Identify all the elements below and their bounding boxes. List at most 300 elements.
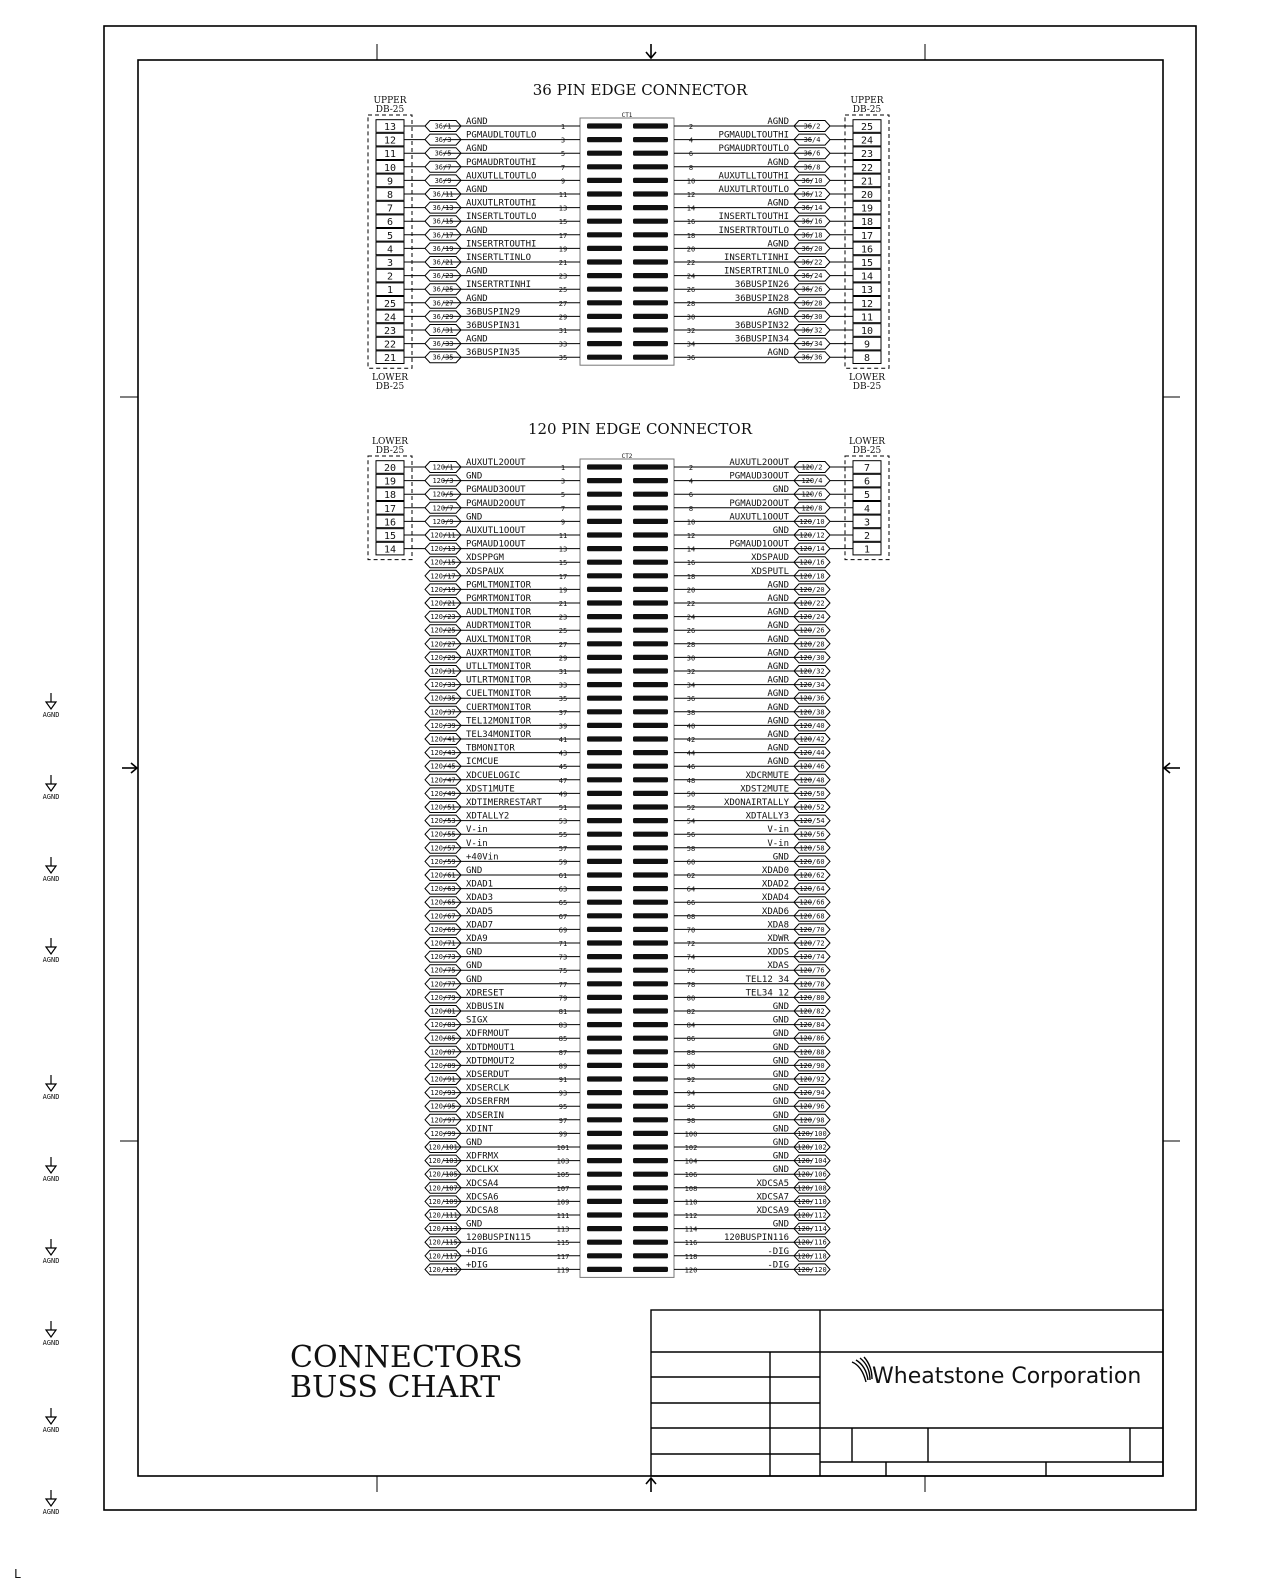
ground-symbols	[43, 693, 60, 1516]
connector36-pin-left: 31	[558, 327, 568, 335]
connector120-signal-right: TEL34_12	[745, 988, 789, 999]
connector36-net-right: 36/2	[803, 122, 821, 131]
connector120-pin-left: 33	[558, 681, 568, 690]
connector120-pin-left: 21	[558, 600, 568, 608]
connector120-pin-right: 82	[686, 1008, 696, 1016]
connector120-signal-left: PGMAUD2OOUT	[466, 498, 526, 509]
connector120-finger-right	[633, 1036, 668, 1041]
connector120-net-right: 120/42	[799, 735, 825, 744]
connector120-net-right: 120/4	[801, 477, 823, 486]
connector120-finger-left	[587, 1117, 622, 1122]
connector120-signal-right: XDST2MUTE	[740, 784, 789, 795]
ground-label: AGND	[42, 1257, 60, 1265]
connector36-db25-left-pin: 1	[386, 285, 394, 297]
connector120-finger-right	[633, 859, 668, 864]
connector120-signal-left: AUXLTMONITOR	[466, 634, 532, 645]
connector120-net-left: 120/9	[432, 517, 454, 526]
connector120-finger-left	[587, 709, 622, 714]
connector120-signal-right: AGND	[767, 580, 789, 591]
connector120-signal-left: XDTDMOUT1	[466, 1042, 515, 1053]
connector120-signal-left: TEL12MONITOR	[466, 716, 532, 727]
connector120-db25-right-pin: 4	[863, 503, 871, 515]
connector120-signal-left: GND	[466, 512, 483, 523]
connector120-pin-left: 7	[560, 504, 566, 513]
connector36-finger-right	[633, 219, 668, 224]
connector120-pin-left: 79	[558, 994, 568, 1003]
connector120-signal-right: AUXUTL1OOUT	[729, 512, 789, 523]
connector120-pin-left: 15	[558, 559, 568, 568]
connector120-net-left: 120/57	[430, 844, 456, 853]
connector120-signal-right: -DIG	[767, 1246, 789, 1257]
connector36-pin-right: 36	[686, 354, 696, 363]
ground-symbol	[43, 1490, 60, 1516]
connector120-pin-right: 18	[686, 572, 696, 581]
connector120-pin-right: 98	[686, 1116, 696, 1125]
connector120-signal-left: XDSERCLK	[466, 1083, 510, 1094]
connector120-signal-left: XDSERDUT	[466, 1070, 510, 1080]
connector120-signal-right: GND	[772, 1138, 789, 1148]
connector120-finger-left	[587, 1158, 622, 1163]
connector120-pin-left: 53	[558, 817, 568, 826]
connector120-net-left: 120/23	[430, 613, 456, 622]
connector120-pin-right: 8	[688, 504, 694, 513]
connector120-pin-right: 84	[686, 1021, 696, 1030]
connector120-finger-left	[587, 791, 622, 796]
connector120-net-right: 120/74	[799, 953, 825, 962]
connector120-signal-right: XDSPUTL	[751, 566, 789, 577]
connector120-net-left: 120/3	[432, 477, 454, 486]
connector120-net-right: 120/108	[797, 1184, 827, 1193]
connector36-signal-right: 36BUSPIN28	[734, 293, 789, 304]
ground-triangle	[46, 1417, 56, 1424]
connector36-pin-right: 26	[686, 286, 696, 295]
connector120-net-right: 120/68	[799, 912, 825, 921]
connector120-signal-left: PGMRTMONITOR	[466, 594, 532, 604]
connector120-pin-left: 49	[558, 790, 568, 799]
connector120-pin-right: 24	[686, 613, 696, 622]
connector120-signal-left: CUERTMONITOR	[466, 702, 532, 713]
connector120-db25-left-pin: 20	[383, 463, 397, 474]
connector120-net-right: 120/8	[801, 504, 823, 513]
ground-label: AGND	[42, 1175, 60, 1183]
connector36-signal-left: AUXUTLLTOUTLO	[466, 171, 537, 182]
connector120-signal-right: GND	[772, 1165, 789, 1176]
connector36-signal-right: PGMAUDRTOUTLO	[718, 144, 789, 155]
connector36-finger-left	[587, 287, 622, 292]
connector36-db25-left-pin: 24	[383, 312, 397, 324]
connector120-net-right: 120/34	[799, 681, 825, 690]
connector36-finger-left	[587, 151, 622, 156]
ground-label: AGND	[42, 1508, 60, 1516]
company-logo	[852, 1357, 872, 1382]
connector36-pin-left: 27	[558, 299, 568, 308]
connector120-signal-left: TBMONITOR	[466, 743, 515, 754]
center-arrow-bottom	[646, 1478, 656, 1492]
connector120-finger-right	[633, 655, 668, 660]
connector120-net-right: 120/82	[799, 1007, 825, 1016]
connector36-signal-right: INSERTRTINLO	[723, 266, 789, 277]
connector120-net-left: 120/111	[428, 1211, 458, 1220]
connector120-net-left: 120/75	[430, 966, 456, 975]
ground-triangle	[46, 784, 56, 791]
connector36-pin-left: 11	[558, 191, 568, 199]
connector120-net-left: 120/53	[430, 817, 456, 826]
connector120-net-left: 120/25	[430, 626, 456, 635]
connector120-net-left: 120/81	[430, 1007, 456, 1016]
connector120-title: 120 PIN EDGE CONNECTOR	[527, 420, 753, 438]
connector120-finger-right	[633, 1267, 668, 1272]
connector120-finger-right	[633, 1185, 668, 1190]
connector120-net-left: 120/119	[428, 1265, 458, 1274]
connector120-net-left: 120/93	[430, 1089, 456, 1098]
connector120-db25-right-pin: 5	[863, 490, 871, 502]
connector120-finger-right	[633, 1131, 668, 1136]
connector36-finger-left	[587, 259, 622, 264]
connector120-db25-left-top-label2: DB-25	[375, 446, 405, 456]
connector120-finger-left	[587, 1226, 622, 1231]
connector120-net-right: 120/76	[799, 966, 825, 975]
connector36-signal-left: INSERTLTINLO	[466, 253, 532, 263]
ground-label: AGND	[42, 875, 60, 883]
connector120-net-left: 120/37	[430, 708, 456, 717]
connector36-net-left: 36/35	[432, 353, 454, 362]
connector36-signal-left: 36BUSPIN35	[466, 348, 521, 359]
connector120-pin-left: 1	[560, 464, 566, 472]
connector120-signal-left: XDAD5	[466, 906, 494, 917]
connector36-signal-right: 36BUSPIN34	[734, 334, 789, 345]
connector120-signal-left: 120BUSPIN115	[466, 1233, 532, 1244]
connector36-db25-left-pin: 8	[386, 190, 394, 201]
connector36-finger-left	[587, 314, 622, 319]
connector120-net-right: 120/40	[799, 721, 825, 730]
connector-36-pin	[368, 81, 889, 392]
connector120-pin-right: 88	[686, 1048, 696, 1057]
connector36-finger-left	[587, 205, 622, 210]
connector120-net-right: 120/94	[799, 1089, 825, 1098]
connector120-net-left: 120/69	[430, 925, 456, 934]
connector36-db25-right-pin: 8	[863, 353, 871, 365]
connector36-finger-right	[633, 191, 668, 196]
connector120-finger-left	[587, 478, 622, 483]
connector120-pin-right: 42	[686, 736, 696, 744]
connector120-finger-right	[633, 791, 668, 796]
connector36-net-left: 36/31	[432, 326, 454, 335]
connector36-db25-left-pin: 5	[386, 230, 394, 242]
connector120-finger-right	[633, 927, 668, 932]
connector120-finger-left	[587, 1199, 622, 1204]
connector120-finger-right	[633, 587, 668, 592]
connector36-signal-left: AGND	[466, 225, 488, 236]
connector120-pin-left: 13	[558, 545, 568, 554]
connector120-finger-left	[587, 859, 622, 864]
connector36-signal-left: 36BUSPIN29	[466, 307, 521, 318]
connector120-signal-left: GND	[466, 1219, 483, 1230]
connector120-net-right: 120/98	[799, 1116, 825, 1125]
connector36-db25-right-pin: 22	[860, 162, 874, 174]
connector36-db25-left-pin: 21	[383, 353, 397, 365]
connector36-net-left: 36/17	[432, 231, 454, 240]
connector120-finger-left	[587, 1036, 622, 1041]
connector36-pin-left: 9	[560, 177, 566, 186]
connector120-db25-right-pin: 6	[863, 476, 871, 488]
connector36-net-right: 36/22	[801, 258, 823, 267]
connector120-net-right: 120/18	[799, 572, 825, 581]
connector120-finger-right	[633, 709, 668, 714]
connector120-finger-right	[633, 954, 668, 959]
connector120-pin-left: 91	[558, 1076, 568, 1084]
connector120-net-right: 120/66	[799, 898, 825, 907]
connector120-finger-left	[587, 736, 622, 741]
connector120-net-left: 120/61	[430, 871, 456, 880]
connector36-finger-left	[587, 219, 622, 224]
connector36-net-left: 36/9	[434, 176, 452, 185]
connector36-net-right: 36/10	[801, 176, 823, 185]
connector36-net-left: 36/29	[432, 312, 454, 321]
connector120-finger-right	[633, 492, 668, 497]
connector120-finger-left	[587, 587, 622, 592]
connector120-signal-right: GND	[772, 1110, 789, 1121]
connector120-signal-right: XDTALLY3	[745, 811, 789, 822]
connector120-pin-right: 68	[686, 912, 696, 921]
ground-label: AGND	[42, 793, 60, 801]
connector120-signal-right: XDCRMUTE	[745, 770, 789, 781]
connector120-signal-right: GND	[772, 526, 789, 536]
connector120-net-right: 120/72	[799, 939, 825, 948]
connector120-signal-left: XDST1MUTE	[466, 784, 515, 795]
connector120-pin-right: 112	[684, 1212, 698, 1220]
connector120-signal-left: XDRESET	[466, 988, 504, 999]
connector120-net-right: 120/58	[799, 844, 825, 853]
connector36-signal-left: AUXUTLRTOUTHI	[466, 198, 537, 209]
ground-label: AGND	[42, 956, 60, 964]
connector120-pin-left: 111	[556, 1212, 570, 1220]
connector120-net-left: 120/115	[428, 1238, 458, 1247]
connector120-finger-right	[633, 1008, 668, 1013]
connector36-db25-right-bottom-label1: LOWER	[849, 373, 885, 384]
ground-triangle	[46, 1248, 56, 1255]
connector120-signal-right: AGND	[767, 743, 789, 754]
connector36-db25-left-pin: 2	[386, 271, 394, 283]
connector36-signal-left: PGMAUDRTOUTHI	[466, 157, 537, 168]
ground-label: AGND	[42, 1339, 60, 1347]
connector36-signal-right: AGND	[767, 117, 789, 127]
connector36-finger-right	[633, 327, 668, 332]
connector120-signal-left: XDSPAUX	[466, 566, 504, 577]
connector120-db25-left-pin: 19	[383, 476, 397, 488]
connector120-pin-left: 3	[560, 477, 566, 486]
connector120-finger-right	[633, 1158, 668, 1163]
connector120-net-right: 120/62	[799, 871, 825, 880]
corner-mark: L	[14, 1567, 22, 1581]
connector120-signal-right: XDWR	[767, 934, 789, 944]
connector36-pin-left: 17	[558, 231, 568, 240]
connector120-pin-left: 29	[558, 654, 568, 663]
connector36-net-left: 36/23	[432, 272, 454, 281]
connector120-pin-left: 37	[558, 708, 568, 717]
connector36-signal-left: AGND	[466, 117, 488, 127]
connector120-signal-right: TEL12_34	[745, 974, 789, 985]
connector120-signal-left: +DIG	[466, 1260, 488, 1271]
connector120-finger-left	[587, 1022, 622, 1027]
connector120-pin-left: 63	[558, 885, 568, 894]
connector120-pin-left: 51	[558, 804, 568, 812]
connector120-pin-right: 80	[686, 994, 696, 1003]
connector120-db25-left-pin: 17	[383, 503, 397, 515]
connector36-net-right: 36/16	[801, 217, 823, 226]
connector120-pin-left: 5	[560, 491, 566, 500]
connector120-net-left: 120/11	[430, 531, 456, 540]
connector120-net-right: 120/120	[797, 1265, 827, 1274]
connector36-signal-left: AGND	[466, 185, 488, 195]
connector36-signal-left: INSERTRTOUTHI	[466, 239, 537, 250]
connector120-pin-left: 81	[558, 1008, 568, 1016]
ground-symbol	[43, 693, 60, 719]
connector120-net-right: 120/90	[799, 1061, 825, 1070]
connector120-net-left: 120/21	[430, 599, 456, 608]
connector120-pin-right: 104	[684, 1157, 698, 1166]
connector120-net-left: 120/89	[430, 1061, 456, 1070]
connector120-pin-right: 118	[684, 1252, 698, 1261]
connector36-db25-left-pin: 10	[383, 162, 397, 174]
connector120-pin-right: 90	[686, 1062, 696, 1071]
connector120-signal-right: XDA8	[767, 920, 789, 931]
connector120-net-left: 120/7	[432, 504, 454, 513]
connector120-finger-left	[587, 600, 622, 605]
connector120-signal-right: GND	[772, 1029, 789, 1040]
connector120-net-left: 120/59	[430, 857, 456, 866]
connector36-signal-left: AGND	[466, 144, 488, 155]
connector36-finger-left	[587, 273, 622, 278]
connector120-net-right: 120/60	[799, 857, 825, 866]
connector120-pin-right: 4	[688, 477, 694, 486]
connector36-title: 36 PIN EDGE CONNECTOR	[532, 81, 748, 99]
connector36-db25-left-top-label1: UPPER	[373, 96, 407, 106]
connector120-signal-right: XDCSA7	[756, 1192, 789, 1203]
drawing-title-line1: CONNECTORS	[290, 1340, 523, 1375]
connector120-signal-left: GND	[466, 947, 483, 958]
connector120-finger-right	[633, 900, 668, 905]
connector36-db25-right-pin: 14	[860, 271, 874, 283]
connector120-net-left: 120/19	[430, 585, 456, 594]
connector120-net-left: 120/105	[428, 1170, 458, 1179]
connector120-pin-right: 46	[686, 763, 696, 772]
connector36-db25-right-pin: 10	[860, 326, 874, 337]
connector120-pin-left: 95	[558, 1103, 568, 1112]
connector120-signal-left: PGMLTMONITOR	[466, 580, 532, 591]
connector36-db25-left-pin: 7	[386, 203, 394, 215]
connector120-net-left: 120/55	[430, 830, 456, 839]
title-block	[651, 1310, 1163, 1476]
connector36-finger-right	[633, 232, 668, 237]
connector36-net-right: 36/26	[801, 285, 823, 294]
connector120-finger-left	[587, 546, 622, 551]
connector120-pin-right: 12	[686, 532, 696, 540]
connector120-signal-right: -DIG	[767, 1260, 789, 1271]
connector36-db25-left-bottom-label1: LOWER	[372, 373, 408, 384]
connector120-pin-left: 17	[558, 572, 568, 581]
connector120-net-right: 120/48	[799, 776, 825, 785]
connector36-pin-left: 13	[558, 204, 568, 213]
connector36-db25-right-pin: 13	[860, 285, 874, 297]
connector36-signal-right: AGND	[767, 348, 789, 359]
connector36-pin-right: 32	[686, 327, 696, 335]
connector120-pin-left: 11	[558, 532, 568, 540]
connector120-finger-right	[633, 696, 668, 701]
connector36-pin-left: 15	[558, 218, 568, 227]
connector36-signal-right: PGMAUDLTOUTHI	[718, 130, 789, 141]
connector120-net-left: 120/1	[432, 463, 454, 472]
connector36-net-left: 36/15	[432, 217, 454, 226]
ground-symbol	[43, 857, 60, 883]
connector120-net-right: 120/110	[797, 1197, 827, 1206]
connector120-finger-right	[633, 1076, 668, 1081]
connector120-net-right: 120/84	[799, 1021, 825, 1030]
connector120-net-left: 120/27	[430, 640, 456, 649]
ground-label: AGND	[42, 711, 60, 719]
connector36-pin-right: 8	[688, 163, 694, 172]
connector120-net-left: 120/79	[430, 993, 456, 1002]
connector120-pin-left: 19	[558, 586, 568, 595]
connector120-pin-right: 58	[686, 844, 696, 853]
connector120-signal-left: ICMCUE	[466, 757, 499, 768]
connector36-pin-right: 22	[686, 259, 696, 267]
connector36-pin-left: 33	[558, 340, 568, 349]
connector120-net-right: 120/20	[799, 585, 825, 594]
connector120-signal-right: GND	[772, 1083, 789, 1094]
connector36-pin-right: 20	[686, 245, 696, 254]
connector120-net-left: 120/45	[430, 762, 456, 771]
connector120-net-left: 120/97	[430, 1116, 456, 1125]
connector120-finger-left	[587, 1172, 622, 1177]
connector120-finger-left	[587, 464, 622, 469]
connector120-finger-left	[587, 981, 622, 986]
ground-triangle	[46, 702, 56, 709]
connector36-net-left: 36/19	[432, 244, 454, 253]
connector36-net-right: 36/24	[801, 272, 823, 281]
connector120-finger-right	[633, 777, 668, 782]
connector120-db25-right-pin: 7	[863, 463, 871, 474]
connector120-pin-right: 6	[688, 491, 694, 500]
connector120-finger-right	[633, 573, 668, 578]
connector120-net-right: 120/106	[797, 1170, 827, 1179]
connector120-signal-right: XDCSA9	[756, 1206, 789, 1216]
connector120-signal-left: +40Vin	[466, 852, 499, 863]
connector36-signal-right: AGND	[767, 239, 789, 250]
connector36-db25-right-pin: 18	[860, 217, 874, 229]
connector36-pin-right: 30	[686, 313, 696, 322]
connector120-signal-left: XDSERFRM	[466, 1097, 510, 1108]
connector120-signal-right: AGND	[767, 621, 789, 632]
connector36-pin-left: 35	[558, 354, 568, 363]
connector36-db25-right-top-label1: UPPER	[850, 96, 884, 106]
connector120-pin-right: 74	[686, 953, 696, 962]
connector120-finger-left	[587, 1063, 622, 1068]
connector120-finger-right	[633, 560, 668, 565]
connector120-signal-left: XDAD1	[466, 879, 494, 890]
connector36-pin-left: 5	[560, 150, 566, 159]
connector36-finger-left	[587, 232, 622, 237]
connector120-finger-right	[633, 1253, 668, 1258]
connector120-pin-left: 93	[558, 1089, 568, 1098]
connector120-signal-left: SIGX	[466, 1015, 488, 1026]
connector120-finger-right	[633, 532, 668, 537]
connector120-signal-left: UTLRTMONITOR	[466, 675, 532, 686]
connector120-pin-left: 27	[558, 640, 568, 649]
connector36-pin-right: 16	[686, 218, 696, 227]
connector120-net-right: 120/114	[797, 1225, 827, 1234]
connector36-pin-right: 18	[686, 231, 696, 240]
connector120-net-left: 120/87	[430, 1048, 456, 1057]
